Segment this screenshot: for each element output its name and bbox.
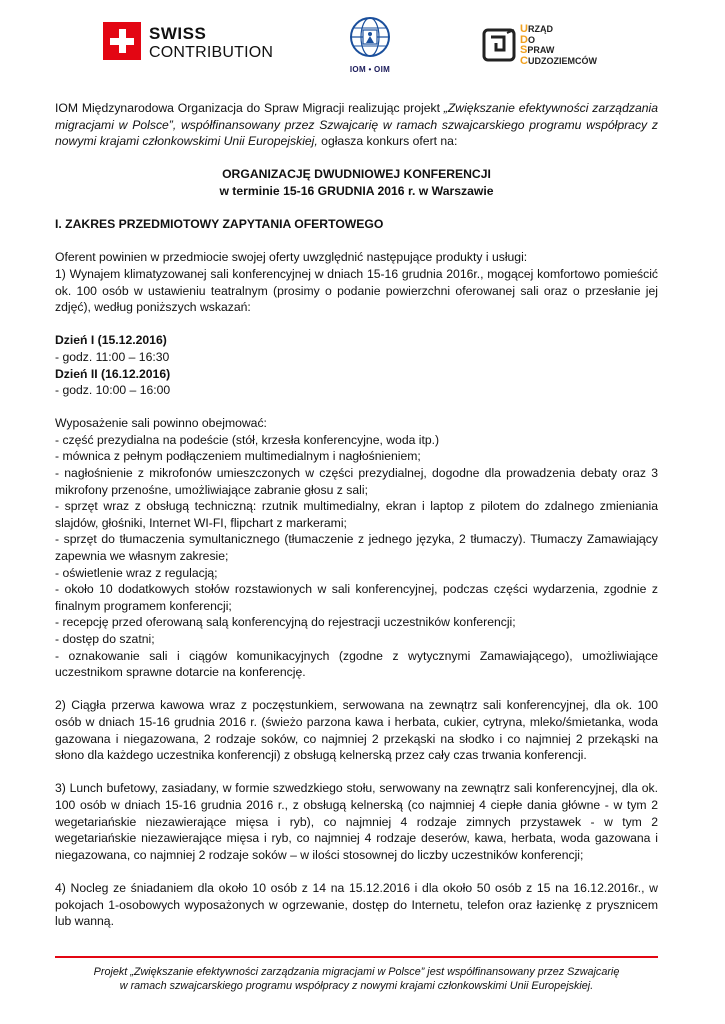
- uds-wordmark: [520, 24, 597, 66]
- day1-label: Dzień I (15.12.2016): [55, 333, 167, 348]
- item-4: 4) Nocleg ze śniadaniem dla około 10 osób z 14 na 15.12.2016 i dla około 50 osób z 15 na 16.12.2016r., w pokojach 1-osobowych wyposażonych w ogrzewanie, dostęp do Internetu, telefon oraz łazienkę z prysznicem lub wanną.: [55, 880, 658, 929]
- uds-cap-d: D: [520, 33, 528, 46]
- item-3: 3) Lunch bufetowy, zasiadany, w formie szwedzkiego stołu, serwowany na zewnątrz sali konferencyjnej, dla ok. 100 osób w dniach 15-16 grudnia 2016 r., z obsługą kelnerską (co najmniej 4 ciepłe dania główne - w tym 2 wegetariańskie niezawierające mięsa i ryb), co najmniej 4 rodzaje zimnych przystawek - w tym 2 wegetariańskie niezawierające mięsa i ryb, co najmniej 4 rodzaje deserów, kawa, herbata, woda gazowana i niegazowana, co najmniej 2 rodzaje soków – w ilości stosownej do liczby uczestników konferencji;: [55, 781, 658, 862]
- day2-label: Dzień II (16.12.2016): [55, 366, 171, 381]
- footer-line1: Projekt „Zwiększanie efektywności zarządzania migracjami w Polsce” jest współfinansowany przez Szwajcarię: [93, 966, 620, 978]
- uds-emblem-icon: [482, 28, 516, 62]
- swiss-flag-icon: [103, 22, 141, 60]
- item-1: 1) Wynajem klimatyzowanej sali konferencyjnej w dniach 15-16 grudnia 2016r., mogącej komfortowo pomieścić ok. 100 osób w ustawieniu teatralnym (prosimy o podanie powierzchni oferowanej sali oraz o przesłanie jej zdjęć), według poniższych wskazań:: [55, 266, 658, 315]
- equipment-item: - recepcję przed oferowaną salą konferencyjną do rejestracji uczestników konferencji;: [55, 615, 516, 630]
- uds-line3: PRAW: [527, 45, 555, 55]
- intro-text-1: IOM Międzynarodowa Organizacja do Spraw Migracji realizując projekt: [55, 101, 444, 115]
- footer-line2: w ramach szwajcarskiego programu współpracy z nowymi krajami członkowskimi Unii Europejskiej.: [119, 980, 594, 992]
- title-line2: w terminie 15-16 GRUDNIA 2016 r. w Warszawie: [219, 183, 494, 198]
- uds-cap-u: U: [520, 23, 528, 35]
- document-body: [55, 100, 658, 930]
- equipment-item: - część prezydialna na podeście (stół, krzesła konferencyjne, woda itp.): [55, 432, 440, 447]
- header-logos: [0, 14, 725, 84]
- day2-hours: - godz. 10:00 – 16:00: [55, 383, 171, 398]
- intro-paragraph: [55, 100, 658, 150]
- uds-line1: RZĄD: [527, 24, 553, 34]
- equipment-item: - nagłośnienie z mikrofonów umieszczonych w części prezydialnej, dogodne dla prowadzenia debaty oraz 3 mikrofony przenośne, umożliwiające zabranie głosu z sali;: [55, 466, 658, 497]
- swiss-contribution-logo: [103, 22, 273, 72]
- equipment-item: - sprzęt do tłumaczenia symultanicznego (tłumaczenie z jednego języka, 2 tłumaczy). Tłumaczy Zamawiający zapewnia we własnym zakresie;: [55, 532, 658, 564]
- intro-text-2: ogłasza konkurs ofert na:: [317, 134, 458, 149]
- uds-cap-c: C: [520, 54, 528, 67]
- uds-cap-s: S: [520, 44, 528, 56]
- equipment-item: - oznakowanie sali i ciągów komunikacyjnych (zgodne z wytycznymi Zamawiającego), umożliwiające uczestnikom sprawne dotarcie na konferencję.: [55, 648, 658, 680]
- iom-logo: [340, 16, 400, 82]
- equipment-item: - mównica z pełnym podłączeniem multimedialnym i nagłośnieniem;: [55, 449, 421, 464]
- equipment-item: - oświetlenie wraz z regulacją;: [55, 565, 218, 580]
- swiss-logo-line1: SWISS: [149, 24, 207, 43]
- equipment-item: - sprzęt wraz z obsługą techniczną: rzutnik multimedialny, ekran i laptop z pilotem do zdalnego zmieniania slajdów, głośniki, Internet WI-FI, flipchart z markerami;: [55, 499, 658, 530]
- footer: [55, 965, 658, 993]
- iom-label: IOM • OIM: [349, 65, 391, 74]
- day1-hours: - godz. 11:00 – 16:30: [55, 349, 170, 364]
- section-heading: I. ZAKRES PRZEDMIOTOWY ZAPYTANIA OFERTOWEGO: [55, 217, 384, 232]
- title-line1: ORGANIZACJĘ DWUDNIOWEJ KONFERENCJI: [222, 167, 491, 182]
- equipment-item: - dostęp do szatni;: [55, 632, 155, 646]
- uds-line2: O: [527, 34, 535, 45]
- swiss-logo-line2: CONTRIBUTION: [149, 44, 274, 61]
- iom-globe-icon: [349, 16, 391, 58]
- equipment-lead: Wyposażenie sali powinno obejmować:: [55, 416, 267, 431]
- equipment-item: - około 10 dodatkowych stołów rozstawionych w sali konferencyjnej, podczas części wydarzenia, zgodnie z finalnym programem konferencji;: [55, 582, 658, 613]
- intro-project-name: „Zwiększanie efektywności zarządzania migracjami w Polsce”, współfinansowany przez Szwajcarię w ramach szwajcarskiego programu współpracy z nowymi krajami członkowskimi Unii Europejskiej,: [55, 101, 658, 149]
- section-lead: Oferent powinien w przedmiocie swojej oferty uwzględnić następujące produkty i usługi:: [55, 250, 528, 265]
- footer-divider: [55, 956, 658, 958]
- uds-logo: [482, 24, 622, 70]
- item-2: 2) Ciągła przerwa kawowa wraz z poczęstunkiem, serwowana na zewnątrz sali konferencyjnej, dla ok. 100 osób w dniach 15-16 grudnia 2016 r. (świeżo parzona kawa i herbata, cukier, cytryna, mleko/śmietanka, woda gazowana i niegazowana, 2 rodzaje soków, co najmniej 2 przekąski na słodko i co najmniej 2 przekąski na słono dla każdego uczestnika konferencji) z obsługą kelnerską przez cały czas trwania konferencji.: [55, 698, 658, 763]
- uds-line4: UDZOZIEMCÓW: [527, 55, 597, 66]
